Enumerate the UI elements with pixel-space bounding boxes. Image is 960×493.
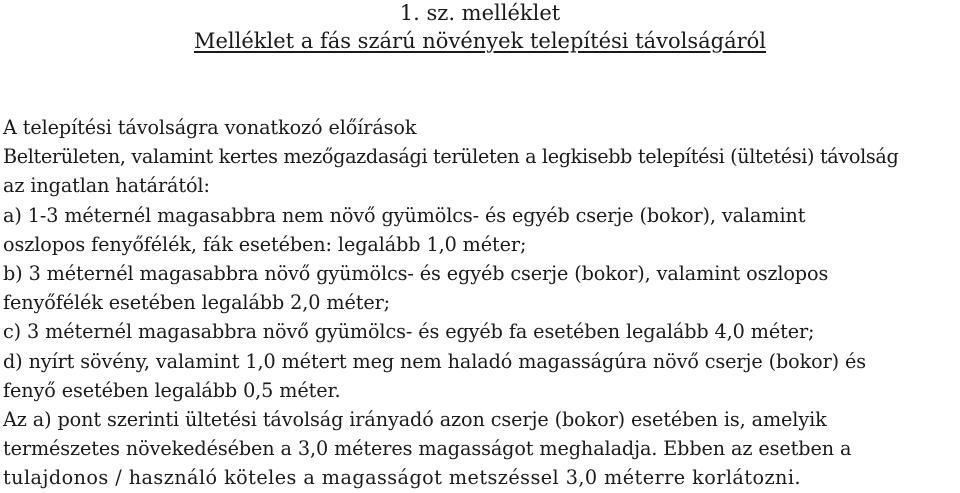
list-item-a: a) 1-3 méternél magasabbra nem növő gyümölcs- és egyéb cserje (bokor), valamint [3,203,806,227]
list-item-a-continued: oszlopos fenyőfélék, fák esetében: legalább 1,0 méter; [3,232,527,256]
text-line: tulajdonos / használó köteles a magasságot metszéssel 3,0 méterre korlátozni. [3,466,801,490]
list-item-d: d) nyírt sövény, valamint 1,0 métert meg nem haladó magasságúra növő cserje (bokor) és [3,349,867,373]
section-heading: A telepítési távolságra vonatkozó előírások [3,116,417,139]
text-line: Az a) pont szerinti ültetési távolság irányadó azon cserje (bokor) esetében is, amelyik [3,408,827,432]
list-item-c: c) 3 méternél magasabbra növő gyümölcs- és egyéb fa esetében legalább 4,0 méter; [3,320,815,344]
annex-title: Melléklet a fás szárú növények telepítési távolságáról [193,29,767,53]
annex-number: 1. sz. melléklet [399,1,561,25]
list-item-b: b) 3 méternél magasabbra növő gyümölcs- és egyéb cserje (bokor), valamint oszlopos [3,262,829,286]
text-line: Belterületen, valamint kertes mezőgazdasági területen a legkisebb telepítési (ültetési) távolság [3,145,899,169]
text-line: az ingatlan határától: [3,174,210,198]
list-item-b-continued: fenyőfélék esetében legalább 2,0 méter; [3,291,391,315]
regulation-text [3,113,958,493]
list-item-d-continued: fenyő esetében legalább 0,5 méter. [3,378,341,402]
text-line: természetes növekedésében a 3,0 méteres magasságot meghaladja. Ebben az esetben a [3,437,852,461]
